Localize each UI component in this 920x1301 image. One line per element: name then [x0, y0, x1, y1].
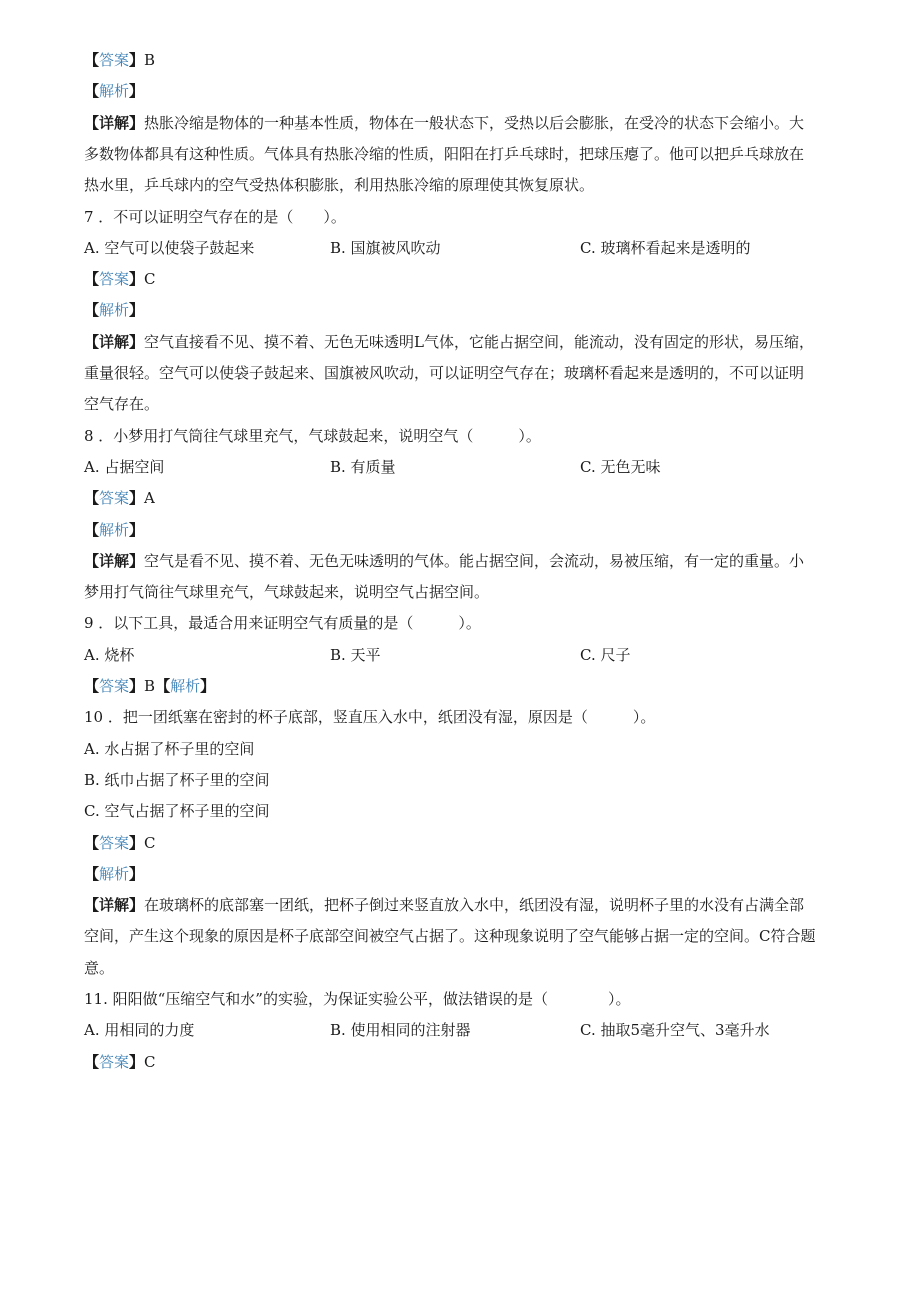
tag-label	[84, 51, 144, 69]
detail-text: 空气存在。	[84, 395, 160, 414]
option-item: B. 纸巾占据了杯子里的空间	[84, 770, 270, 789]
option-item: A. 水占据了杯子里的空间	[84, 739, 255, 758]
detail-line	[84, 363, 844, 383]
detail-text: 梦用打气筒往气球里充气，气球鼓起来，说明空气占据空间。	[84, 583, 490, 602]
option-item: A. 烧杯	[84, 645, 135, 664]
bracket-close: 】	[129, 1052, 145, 1071]
detail-line	[84, 332, 844, 352]
bracket-open: 【	[84, 489, 100, 508]
detail-line	[84, 582, 844, 602]
answer-value: C	[144, 1052, 156, 1071]
answer-value: A	[144, 489, 155, 508]
option-item: B. 使用相同的注射器	[330, 1021, 471, 1040]
tag-label	[84, 270, 144, 288]
bracket-open: 【	[155, 677, 171, 695]
detail-text: 重量很轻。空气可以使袋子鼓起来、国旗被风吹动，可以证明空气存在；玻璃杯看起来是透明的，不可以证明	[84, 364, 805, 382]
question-text: 11. 阳阳做“压缩空气和水”的实验，为保证实验公平，做法错误的是（ ）。	[84, 990, 631, 1008]
bracket-open: 【	[84, 864, 100, 883]
answer-line	[84, 1052, 844, 1072]
question-text: 10 ．把一团纸塞在密封的杯子底部，竖直压入水中，纸团没有湿，原因是（ ）。	[84, 708, 656, 727]
bracket-open: 【	[84, 1052, 100, 1071]
tag-text: 答案	[99, 489, 130, 508]
tag-text: 解析	[170, 677, 201, 695]
bracket-open: 【	[84, 520, 100, 539]
bracket-close: 】	[129, 677, 145, 695]
detail-tag: 详解	[99, 332, 130, 351]
analysis-line	[84, 864, 844, 884]
bracket-close: 】	[129, 113, 145, 132]
detail-line	[84, 895, 844, 915]
tag-label	[155, 677, 215, 695]
analysis-line	[84, 300, 844, 320]
option-item: A. 空气可以使袋子鼓起来	[84, 238, 255, 257]
bracket-open: 【	[84, 896, 100, 915]
answer-line	[84, 833, 844, 853]
analysis-line	[84, 520, 844, 540]
detail-text: 空气是看不见、摸不着、无色无味透明的气体。能占据空间，会流动，易被压缩，有一定的重量。小	[144, 551, 805, 570]
tag-label	[84, 677, 144, 695]
detail-text: 热胀冷缩是物体的一种基本性质，物体在一般状态下，受热以后会膨胀，在受冷的状态下会缩小。大	[144, 113, 805, 132]
tag-text: 解析	[99, 864, 130, 883]
detail-text: 热水里，乒乓球内的空气受热体积膨胀，利用热胀冷缩的原理使其恢复原状。	[84, 176, 595, 195]
bracket-close: 】	[129, 270, 145, 289]
bracket-open: 【	[84, 113, 100, 132]
bracket-open: 【	[84, 82, 100, 101]
option-item: A. 占据空间	[84, 457, 165, 476]
question-text: 9 ．以下工具，最适合用来证明空气有质量的是（ ）。	[84, 614, 481, 633]
tag-text: 答案	[99, 270, 130, 289]
bracket-close: 】	[129, 82, 145, 101]
answer-value: B	[144, 51, 156, 69]
answer-line	[84, 488, 844, 508]
option-item: C. 空气占据了杯子里的空间	[84, 802, 270, 821]
detail-line	[84, 113, 844, 133]
option-item: C. 无色无味	[580, 457, 661, 476]
detail-tag: 详解	[99, 896, 130, 915]
detail-line	[84, 144, 844, 164]
bracket-close: 】	[129, 489, 145, 508]
bracket-close: 】	[129, 833, 145, 852]
bracket-close: 】	[129, 332, 145, 351]
tag-label	[84, 489, 144, 507]
tag-label	[84, 1053, 144, 1071]
bracket-close: 】	[129, 864, 145, 883]
bracket-close: 】	[129, 896, 145, 915]
tag-text: 答案	[99, 833, 130, 852]
detail-text: 空间，产生这个现象的原因是杯子底部空间被空气占据了。这种现象说明了空气能够占据一定的空间。C符合题	[84, 927, 816, 946]
detail-line	[84, 394, 844, 414]
tag-label	[84, 82, 144, 100]
answer-value: C	[144, 270, 156, 289]
tag-label	[84, 521, 144, 539]
detail-tag: 详解	[99, 551, 130, 570]
option-item: A. 用相同的力度	[84, 1021, 195, 1040]
tag-text: 答案	[99, 677, 130, 695]
bracket-open: 【	[84, 270, 100, 289]
bracket-close: 】	[129, 520, 145, 539]
tag-text: 解析	[99, 82, 130, 101]
answer-line	[84, 269, 844, 289]
detail-text: 在玻璃杯的底部塞一团纸，把杯子倒过来竖直放入水中，纸团没有湿，说明杯子里的水没有占满全部	[144, 896, 805, 915]
tag-text: 答案	[99, 1052, 130, 1071]
tag-text: 解析	[99, 301, 130, 320]
bracket-open: 【	[84, 51, 100, 69]
detail-tag: 详解	[99, 113, 130, 132]
bracket-close: 】	[129, 301, 145, 320]
detail-text: 空气直接看不见、摸不着、无色无味透明L气体，它能占据空间，能流动，没有固定的形状，易压缩，	[144, 332, 815, 351]
tag-label	[84, 301, 144, 319]
bracket-open: 【	[84, 677, 100, 695]
question-text: 8 ．小梦用打气筒往气球里充气，气球鼓起来，说明空气（ ）。	[84, 426, 541, 445]
bracket-open: 【	[84, 551, 100, 570]
detail-line	[84, 551, 844, 571]
bracket-close: 】	[200, 677, 216, 695]
bracket-open: 【	[84, 332, 100, 351]
question-text: 7 ．不可以证明空气存在的是（ ）。	[84, 207, 346, 226]
answer-value: C	[144, 833, 156, 852]
option-item: C. 尺子	[580, 645, 631, 664]
detail-line	[84, 958, 844, 978]
bracket-close: 】	[129, 551, 145, 570]
detail-line	[84, 926, 844, 946]
tag-label	[84, 834, 144, 852]
option-item: B. 天平	[330, 645, 381, 664]
bracket-open: 【	[84, 833, 100, 852]
option-item: C. 玻璃杯看起来是透明的	[580, 238, 751, 257]
bracket-open: 【	[84, 301, 100, 320]
analysis-line	[84, 81, 844, 101]
detail-text: 意。	[84, 958, 115, 977]
answer-line	[84, 50, 844, 70]
option-item: B. 有质量	[330, 457, 396, 476]
option-item: B. 国旗被风吹动	[330, 238, 441, 257]
detail-text: 多数物体都具有这种性质。气体具有热胀冷缩的性质，阳阳在打乒乓球时，把球压瘪了。他可以把乒乓球放在	[84, 144, 805, 163]
answer-analysis-line	[84, 676, 844, 696]
detail-line	[84, 175, 844, 195]
tag-label	[84, 865, 144, 883]
tag-text: 解析	[99, 520, 130, 539]
tag-text: 答案	[99, 51, 130, 69]
option-item: C. 抽取5毫升空气、3毫升水	[580, 1021, 770, 1040]
bracket-close: 】	[129, 51, 145, 69]
answer-value: B	[144, 677, 156, 695]
